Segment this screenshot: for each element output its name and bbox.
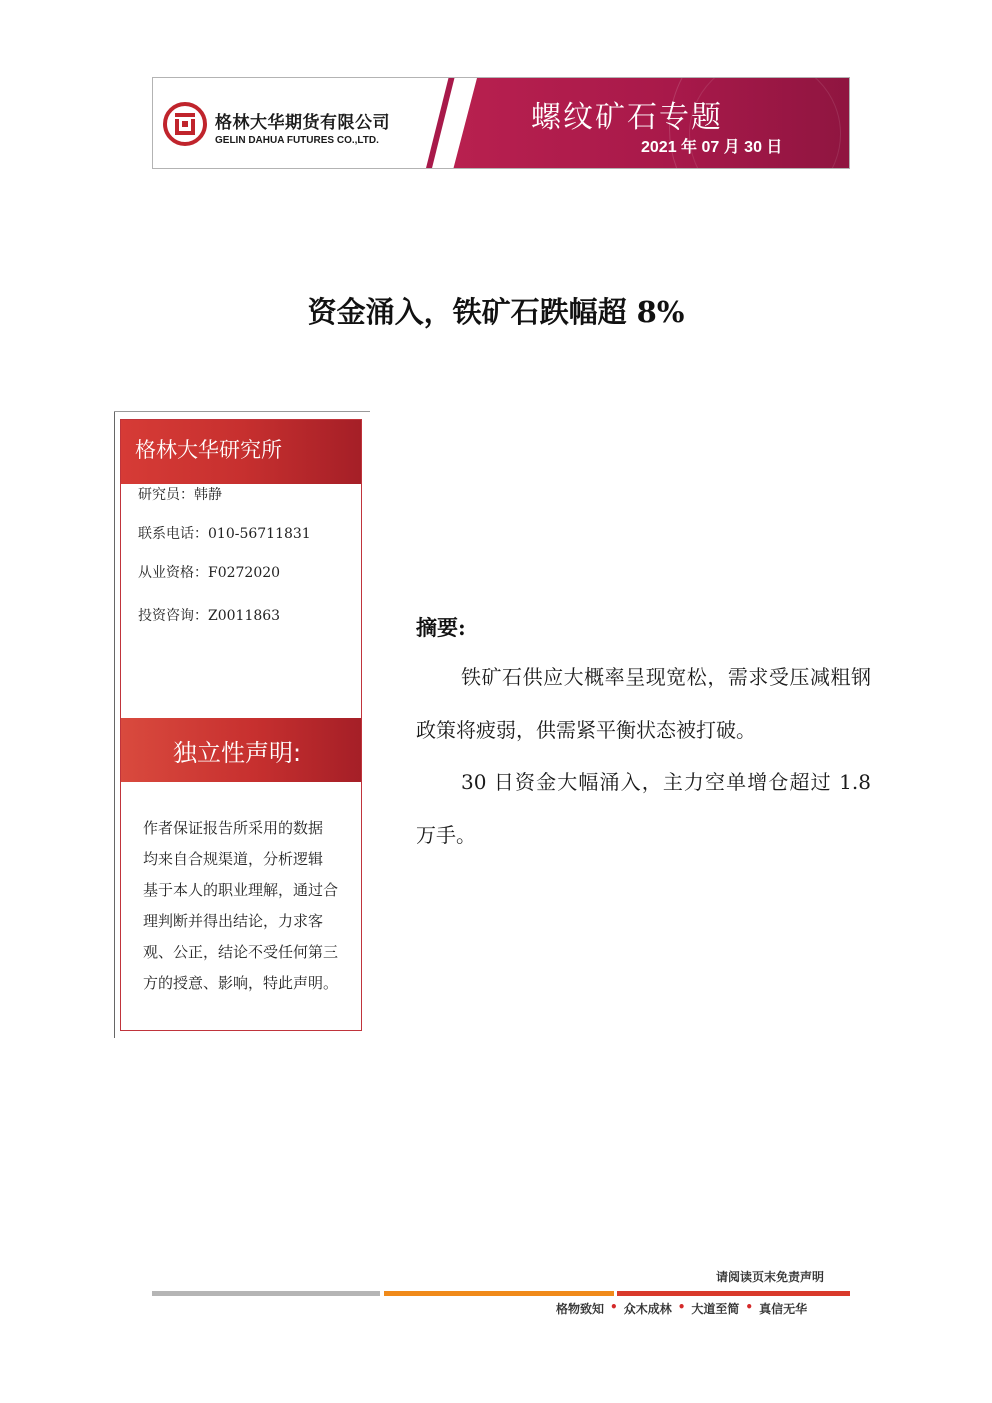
qualification-number: 从业资格：F0272020 xyxy=(138,565,281,581)
consulting-number: 投资咨询：Z0011863 xyxy=(138,608,281,624)
report-title: 资金涌入，铁矿石跌幅超 8% xyxy=(307,295,685,329)
researcher-name: 研究员：韩静 xyxy=(138,487,222,503)
bullet-dot-icon: • xyxy=(610,1300,618,1314)
company-logo-icon xyxy=(163,102,207,146)
declaration-line: 作者保证报告所采用的数据 xyxy=(143,820,324,837)
report-date: 2021 年 07 月 30 日 xyxy=(641,139,783,156)
sidebar-frame-line xyxy=(114,411,115,1038)
company-name-en: GELIN DAHUA FUTURES CO.,LTD. xyxy=(215,135,379,146)
contact-phone: 联系电话：010-56711831 xyxy=(138,526,311,542)
bullet-dot-icon: • xyxy=(677,1300,686,1314)
summary-paragraph: 铁矿石供应大概率呈现宽松，需求受压减粗钢政策将疲弱，供需紧平衡状态被打破。 xyxy=(416,665,871,742)
footer-bar-red xyxy=(617,1291,850,1296)
motto-item: 众木成林 xyxy=(623,1302,672,1316)
sidebar-frame-line-top xyxy=(114,411,370,412)
institute-header xyxy=(121,420,361,484)
summary-heading: 摘要: xyxy=(416,615,466,640)
declaration-line: 方的授意、影响，特此声明。 xyxy=(143,975,339,992)
bullet-dot-icon: • xyxy=(745,1300,754,1314)
company-name-cn: 格林大华期货有限公司 xyxy=(215,113,390,133)
declaration-line: 理判断并得出结论，力求客 xyxy=(143,913,324,930)
sidebar-box xyxy=(120,419,362,1031)
footer-bar-orange xyxy=(384,1291,614,1296)
institute-name: 格林大华研究所 xyxy=(135,438,282,462)
footer-bar-gray xyxy=(152,1291,380,1296)
header-banner xyxy=(152,77,850,169)
declaration-line: 基于本人的职业理解，通过合 xyxy=(143,882,339,899)
footer-motto xyxy=(556,1300,850,1317)
report-topic: 螺纹矿石专题 xyxy=(531,100,723,135)
declaration-header xyxy=(121,718,361,782)
motto-item: 格物致知 xyxy=(556,1302,605,1316)
declaration-title: 独立性声明: xyxy=(173,739,302,767)
motto-item: 真信无华 xyxy=(759,1302,808,1316)
summary-paragraph: 30 日资金大幅涌入，主力空单增仓超过 1.8 万手。 xyxy=(416,770,871,847)
motto-item: 大道至简 xyxy=(691,1302,740,1316)
declaration-text xyxy=(143,813,349,999)
banner-divider xyxy=(425,77,456,169)
disclaimer-notice: 请阅读页末免责声明 xyxy=(716,1270,825,1284)
declaration-line: 均来自合规渠道，分析逻辑 xyxy=(143,851,324,868)
declaration-line: 观、公正，结论不受任何第三 xyxy=(143,944,339,961)
